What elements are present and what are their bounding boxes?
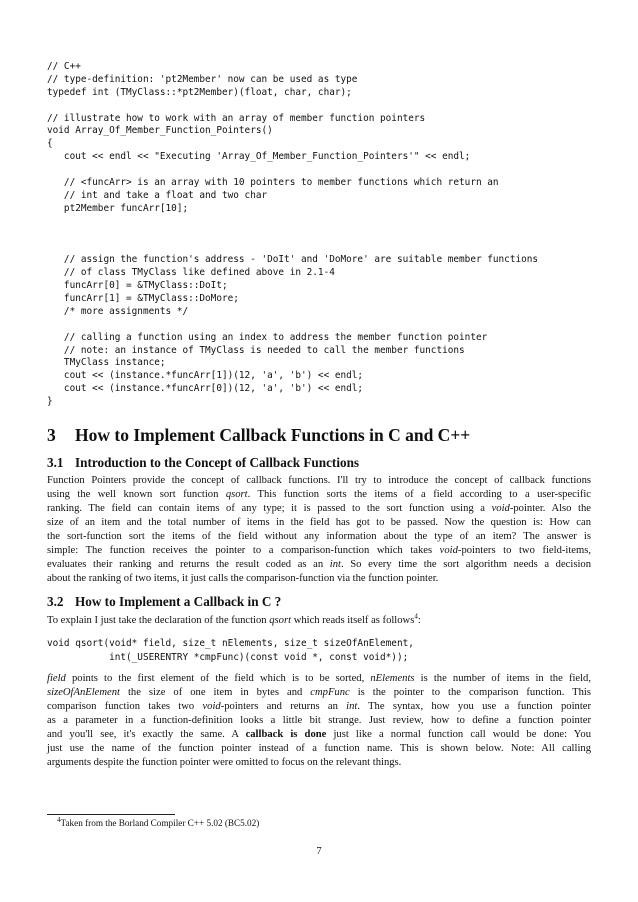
bold-phrase: callback is done — [245, 729, 327, 740]
code-line: cout << endl << "Executing 'Array_Of_Member_Function_Pointers'" << endl; — [47, 151, 471, 163]
emphasis: void — [202, 701, 221, 712]
code-line: } — [47, 396, 53, 408]
code-line — [47, 100, 607, 113]
subsection-heading-callback — [47, 594, 281, 610]
code-line — [47, 319, 607, 332]
text-line: as a parameter in a function-definition looks a little bit strange. Just review, how to define a function pointer — [47, 715, 591, 726]
code-line — [47, 229, 607, 242]
code-line: // calling a function using an index to address the member function pointer — [47, 331, 488, 343]
code-line: // of class TMyClass like defined above in 2.1-4 — [47, 267, 335, 279]
section-number: 3 — [47, 425, 56, 445]
code-line: // note: an instance of TMyClass is needed to call the member functions — [47, 344, 465, 356]
section-heading — [47, 425, 470, 446]
section-title: How to Implement Callback Functions in C and C++ — [75, 425, 471, 445]
text-line: size of an item and the total number of items in the field has got to be passed. Now the question is: How can — [47, 517, 591, 528]
text-line: simple: The function receives the pointer to a comparison-function which takes void-pointers to two field-items, — [47, 545, 591, 556]
code-line — [47, 241, 607, 254]
emphasis: nElements — [370, 673, 415, 684]
code-line: // assign the function's address - 'DoIt' and 'DoMore' are suitable member functions — [47, 254, 539, 266]
code-line: funcArr[0] = &TMyClass::DoIt; — [47, 280, 228, 292]
code-line — [47, 164, 607, 177]
text-line: sizeOfAnElement the size of one item in bytes and cmpFunc is the pointer to the comparison function. This — [47, 687, 591, 698]
text-line: about the ranking of two items, it just calls the comparison-function via the function pointer. — [47, 573, 439, 584]
text-line: arguments despite the function pointer were omitted to focus on the relevant things. — [47, 757, 402, 768]
footnote-mark: 4 — [57, 815, 61, 824]
code-line: cout << (instance.*funcArr[0])(12, 'a', 'b') << endl; — [47, 383, 364, 395]
code-line — [47, 216, 607, 229]
subsection-title: How to Implement a Callback in C ? — [75, 594, 282, 609]
qsort-declaration: void qsort(void* field, size_t nElements, size_t sizeOfAnElement, int(_USERENTRY *cmpFunc)(const void *, const void*)); — [47, 638, 414, 663]
text-line: the sort-function sort the items of the field without any information about the type of an item? The answer is — [47, 531, 591, 542]
subsection-number: 3.2 — [47, 594, 64, 609]
emphasis: int — [329, 559, 341, 570]
subsection-heading-intro — [47, 455, 359, 471]
callback-paragraph — [47, 672, 591, 770]
emphasis: void — [491, 503, 510, 514]
text-line: and you'll see, it's exactly the same. A callback is done just like a normal function call would be done: You — [47, 729, 591, 740]
emphasis: field — [47, 673, 66, 684]
code-line: void Array_Of_Member_Function_Pointers() — [47, 125, 273, 137]
footnote-text: Taken from the Borland Compiler C++ 5.02 (BC5.02) — [60, 818, 260, 828]
footnote — [57, 815, 260, 828]
page-number: 7 — [316, 846, 322, 857]
text-line: field points to the first element of the field which is to be sorted, nElements is the number of items in the field, — [47, 673, 592, 684]
text-line: comparison function takes two void-pointers and returns an int. The syntax, how you use a function pointer — [47, 701, 592, 712]
code-line: // int and take a float and two char — [47, 189, 268, 201]
emphasis: int — [346, 701, 358, 712]
text-line: ranking. The field can contain items of any type; it is passed to the sort function using a void-pointer. Also the — [47, 503, 591, 514]
code-line: /* more assignments */ — [47, 305, 189, 317]
subsection-title: Introduction to the Concept of Callback Functions — [75, 455, 360, 470]
code-line: pt2Member funcArr[10]; — [47, 202, 189, 214]
code-line: { — [47, 138, 53, 150]
text-line: just use the name of the function pointer instead of a function name. This is shown below. Note: All calling — [47, 743, 591, 754]
code-line: // C++ — [47, 61, 81, 72]
text-line: evaluates their ranking and returns the result coded as an int. So every time the sort algorithm needs a decision — [47, 559, 591, 570]
emphasis: qsort — [269, 615, 292, 626]
code-line: // <funcArr> is an array with 10 pointers to member functions which return an — [47, 177, 499, 189]
emphasis: sizeOfAnElement — [47, 687, 120, 698]
intro-paragraph — [47, 474, 591, 586]
code-line: typedef int (TMyClass::*pt2Member)(float, char, char); — [47, 86, 352, 98]
footnote-reference: 4 — [414, 612, 418, 621]
emphasis: void — [439, 545, 458, 556]
emphasis: qsort — [225, 489, 248, 500]
text-line: Function Pointers provide the concept of callback functions. I'll try to introduce the concept of callback functions — [47, 475, 591, 486]
code-line: cout << (instance.*funcArr[1])(12, 'a', 'b') << endl; — [47, 370, 364, 382]
code-listing — [47, 61, 607, 409]
qsort-intro-sentence: To explain I just take the declaration of the function qsort which reads itself as follows$^4$: — [47, 612, 421, 626]
code-line: TMyClass instance; — [47, 357, 166, 369]
subsection-number: 3.1 — [47, 455, 64, 470]
code-line: // illustrate how to work with an array of member function pointers — [47, 112, 426, 124]
code-line: funcArr[1] = &TMyClass::DoMore; — [47, 293, 239, 305]
footnote-rule — [47, 814, 175, 815]
code-line: // type-definition: 'pt2Member' now can be used as type — [47, 73, 358, 85]
emphasis: cmpFunc — [310, 687, 350, 698]
text-line: using the well known sort function qsort. This function sorts the items of a field according to a user-specific — [47, 489, 591, 500]
